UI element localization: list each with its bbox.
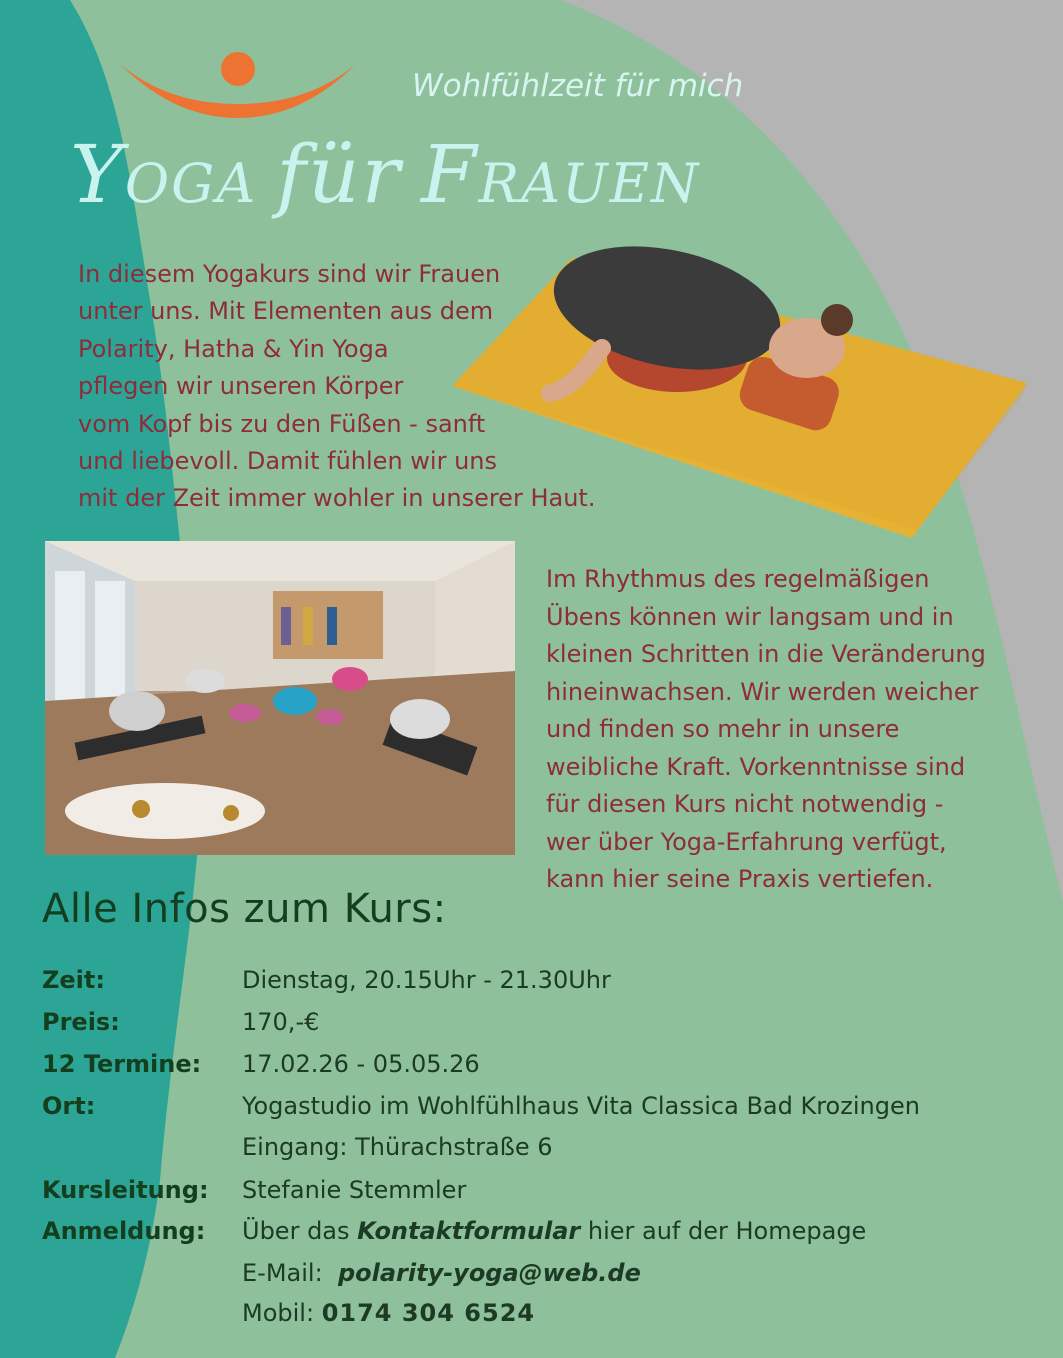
termine-label: 12 Termine: — [42, 1050, 202, 1078]
text-line: kleinen Schritten in die Veränderung — [546, 640, 986, 668]
text-line: Übens können wir langsam und in — [546, 602, 954, 631]
preis-value: 170,-€ — [242, 1008, 320, 1036]
text-line: und liebevoll. Damit fühlen wir uns — [78, 447, 498, 476]
ort-label: Ort: — [42, 1092, 96, 1120]
mobil-value[interactable]: 0174 304 6524 — [321, 1299, 536, 1327]
anmeldung-value — [242, 1217, 866, 1245]
text-line: hineinwachsen. Wir werden weicher — [546, 677, 979, 706]
yoga-studio-photo — [45, 541, 515, 855]
text-line: kann hier seine Praxis vertiefen. — [546, 865, 934, 893]
mobil-label: Mobil: — [242, 1299, 315, 1327]
ort-value: Yogastudio im Wohlfühlhaus Vita Classica Bad Krozingen — [242, 1092, 920, 1120]
page-title: YOGA für FRAUEN — [70, 128, 701, 221]
kursleitung-value: Stefanie Stemmler — [242, 1176, 467, 1204]
text-line: wer über Yoga-Erfahrung verfügt, — [546, 827, 947, 856]
brand-logo — [118, 52, 358, 124]
text-line: mit der Zeit immer wohler in unserer Haut. — [78, 484, 596, 513]
anmeldung-label: Anmeldung: — [42, 1217, 206, 1245]
email-label: E-Mail: — [242, 1259, 323, 1287]
intro-paragraph — [78, 256, 678, 518]
email-row — [242, 1259, 641, 1287]
email-link[interactable]: polarity-yoga@web.de — [337, 1259, 641, 1287]
text-line: Im Rhythmus des regelmäßigen — [546, 565, 930, 593]
kursleitung-label: Kursleitung: — [42, 1176, 209, 1204]
anmeldung-suffix: hier auf der Homepage — [587, 1217, 867, 1245]
zeit-label: Zeit: — [42, 966, 105, 994]
text-line: pflegen wir unseren Körper — [78, 372, 404, 401]
infos-heading: Alle Infos zum Kurs: — [42, 886, 447, 932]
zeit-value: Dienstag, 20.15Uhr - 21.30Uhr — [242, 966, 611, 994]
text-line: und finden so mehr in unsere — [546, 715, 900, 743]
kontaktformular-link[interactable]: Kontaktformular — [357, 1217, 581, 1245]
text-line: unter uns. Mit Elementen aus dem — [78, 297, 494, 326]
mobil-row — [242, 1299, 535, 1327]
text-line: vom Kopf bis zu den Füßen - sanft — [78, 409, 486, 438]
termine-value: 17.02.26 - 05.05.26 — [242, 1050, 480, 1078]
practice-paragraph — [546, 561, 1046, 899]
anmeldung-prefix: Über das — [242, 1217, 350, 1245]
preis-label: Preis: — [42, 1008, 120, 1036]
text-line: weibliche Kraft. Vorkenntnisse sind — [546, 752, 966, 781]
tagline: Wohlfühlzeit für mich — [412, 68, 744, 104]
text-line: In diesem Yogakurs sind wir Frauen — [78, 260, 501, 288]
eingang-value: Eingang: Thürachstraße 6 — [242, 1133, 553, 1161]
text-line: Polarity, Hatha & Yin Yoga — [78, 334, 389, 363]
text-line: für diesen Kurs nicht notwendig - — [546, 790, 944, 818]
